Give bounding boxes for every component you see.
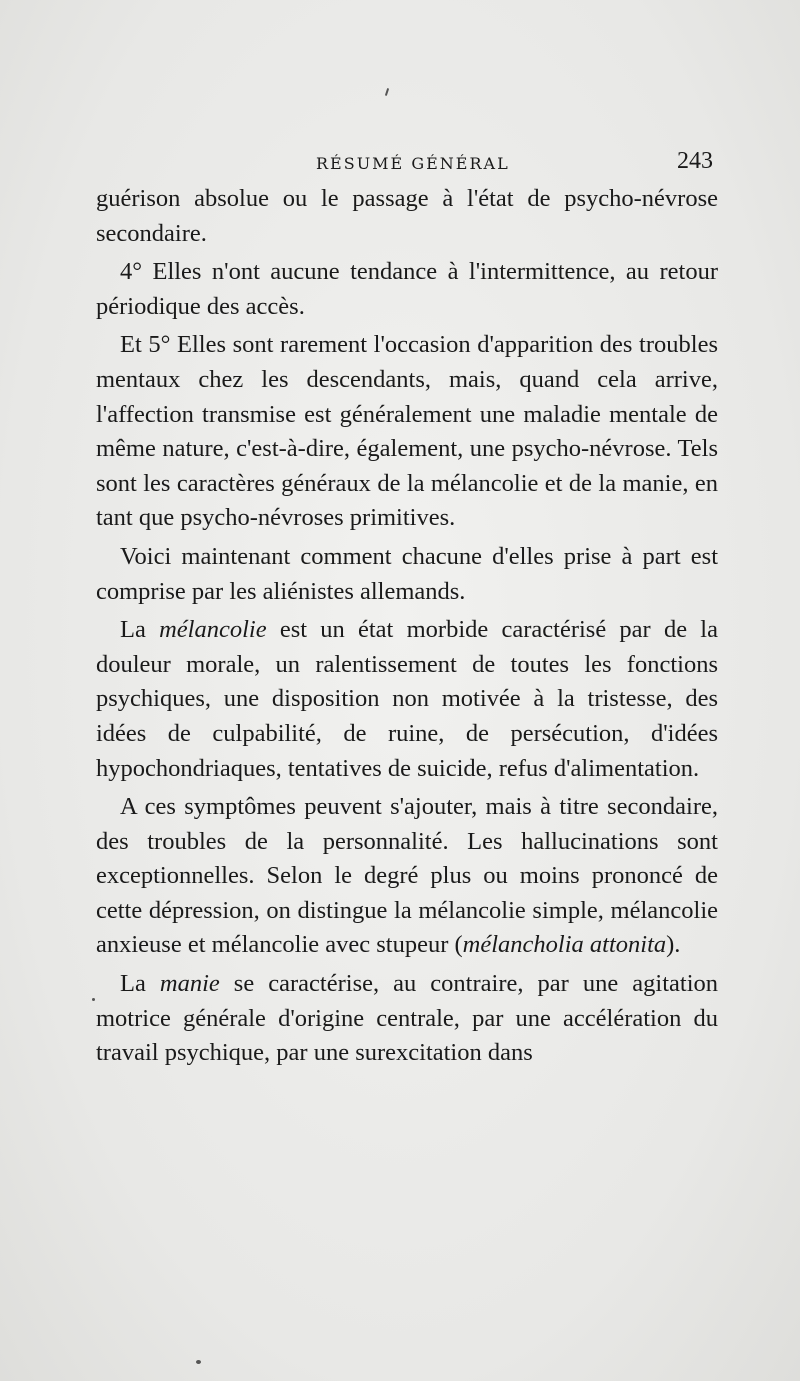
text-run: A ces symptômes peuvent s'ajouter, mais à titre secondaire, des troubles de la personnalité. Les hallucinations sont exceptionnelles. Selon le degré plus ou moins prononcé de cette dépression, on distingue la mélancolie simple, mélancolie anxieuse et mélancolie avec stupeur ( [96, 793, 718, 959]
paragraph [96, 328, 718, 536]
text-run: guérison absolue ou le passage à l'état de psycho-névrose secondaire. [96, 185, 718, 247]
italic-term: manie [159, 970, 220, 998]
italic-term: mélancolie [159, 616, 267, 644]
body-text [96, 182, 718, 1075]
italic-term: mélancholia attonita [462, 931, 667, 959]
paragraph [96, 790, 718, 963]
text-run: La [120, 970, 160, 998]
paragraph [96, 255, 718, 324]
ink-speck [92, 998, 95, 1001]
running-title: RÉSUMÉ GÉNÉRAL [316, 154, 510, 173]
ink-speck [385, 88, 389, 96]
text-run: ). [666, 931, 681, 959]
paragraph [96, 540, 718, 609]
paragraph [96, 613, 718, 786]
page-number: 243 [677, 148, 713, 174]
text-run: Voici maintenant comment chacune d'elles prise à part est comprise par les aliénistes allemands. [96, 542, 718, 605]
paragraph [96, 967, 718, 1071]
text-run: La [120, 616, 160, 644]
text-run: Et 5° Elles sont rarement l'occasion d'apparition des troubles mentaux chez les descendants, mais, quand cela arrive, l'affection transmise est généralement une maladie mentale de même nature, c'est-à-dire, également, une psycho-névrose. Tels sont les caractères généraux de la mélancolie et de la manie, en tant que psycho-névroses primitives. [96, 331, 718, 532]
text-run: se caractérise, au contraire, par une agitation motrice générale d'origine centrale, par une accélération du travail psychique, par une surexcitation dans [96, 970, 718, 1067]
text-run: 4° Elles n'ont aucune tendance à l'intermittence, au retour périodique des accès. [96, 258, 718, 320]
paragraph [96, 182, 718, 251]
text-run: est un état morbide caractérisé par de la douleur morale, un ralentissement de toutes les fonctions psychiques, une disposition non motivée à la tristesse, des idées de culpabilité, de ruine, de persécution, d'idées hypochondriaques, tentatives de suicide, refus d'alimentation. [96, 616, 718, 782]
ink-speck [196, 1360, 201, 1364]
